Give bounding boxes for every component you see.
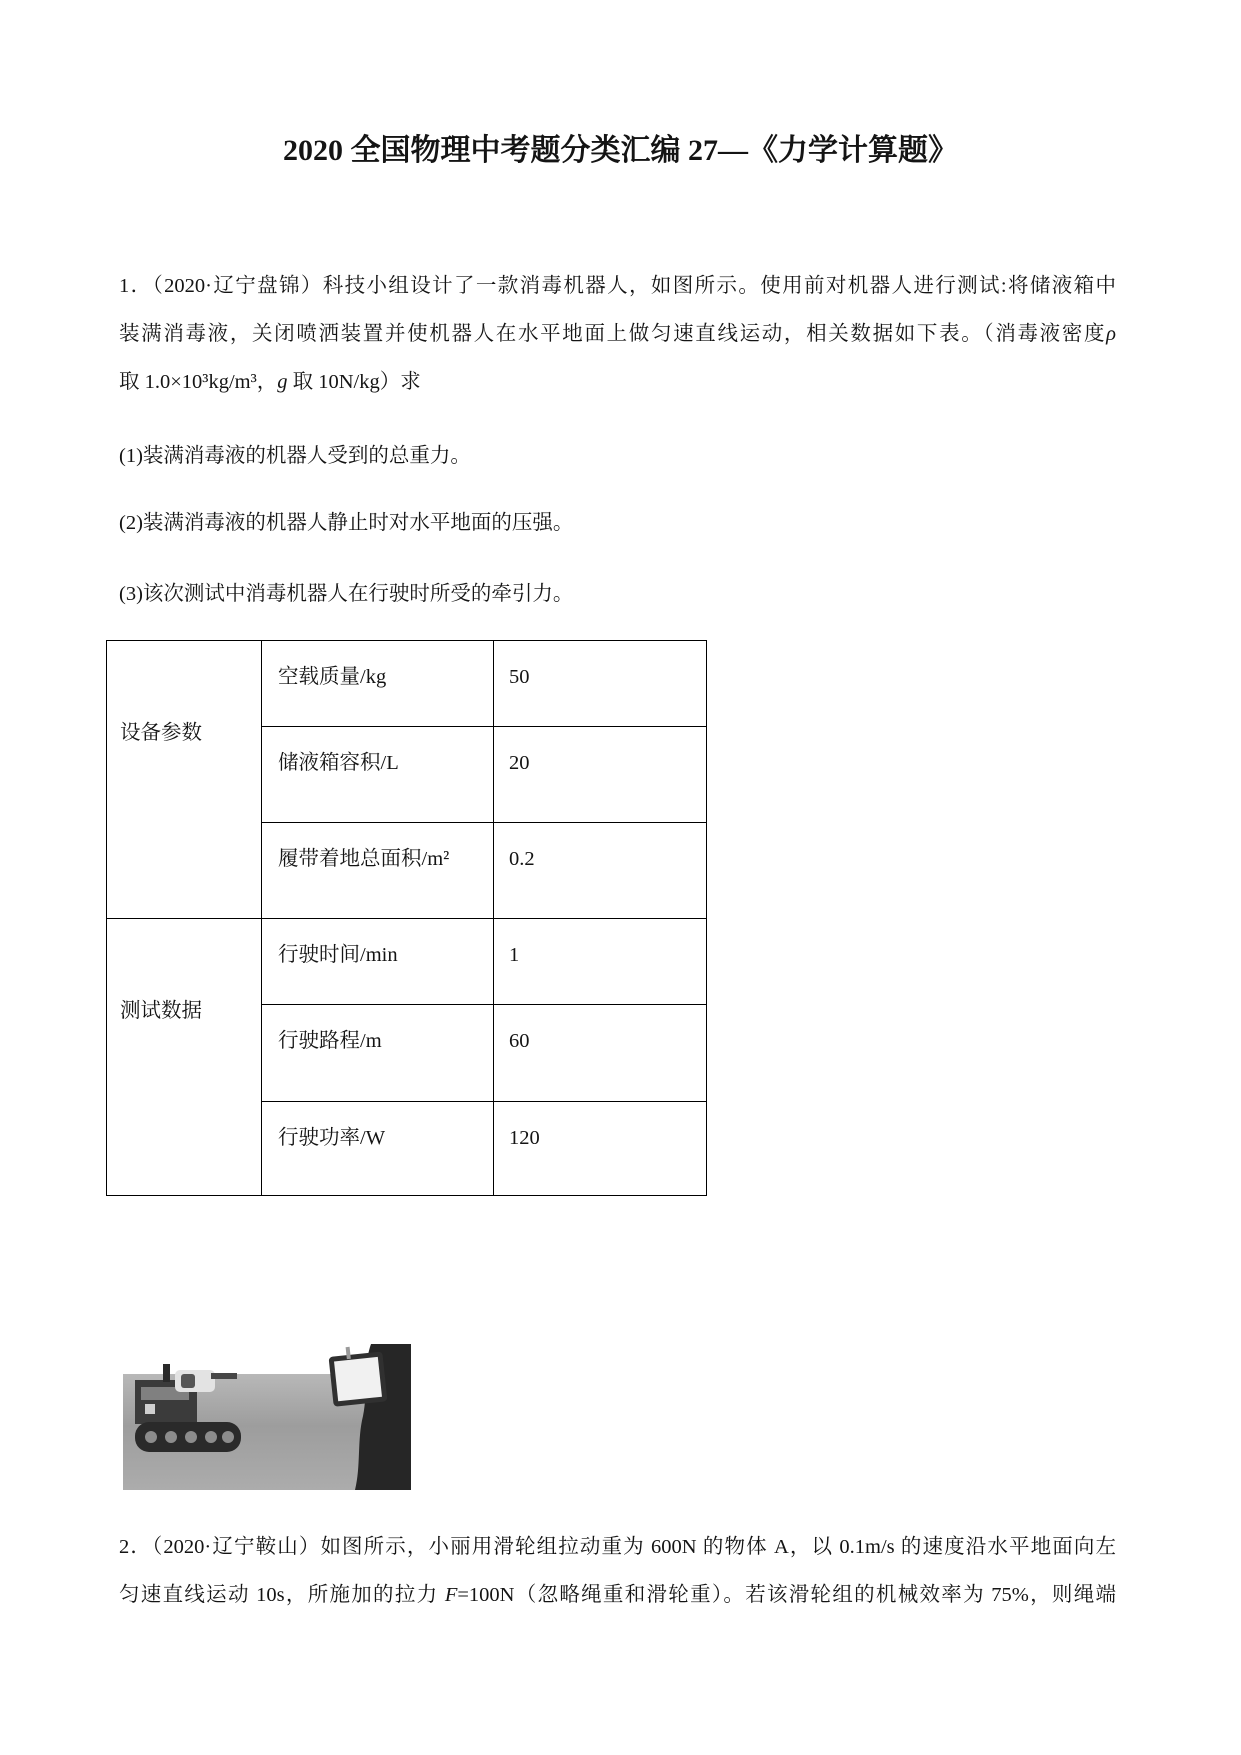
force-symbol: F xyxy=(444,1584,458,1606)
gravity-symbol: g xyxy=(277,371,288,393)
robot-photo xyxy=(123,1344,411,1490)
document-title: 2020 全国物理中考题分类汇编 27—《力学计算题》 xyxy=(283,134,958,167)
question1-line xyxy=(119,367,1116,397)
question1-text: 取 1.0×10³kg/m³， xyxy=(119,371,278,393)
parameter-value: 20 xyxy=(494,727,707,823)
parameter-value: 60 xyxy=(494,1005,707,1102)
question2-text: =100N（忽略绳重和滑轮重）。若该滑轮组的机械效率为 75%，则绳端 xyxy=(457,1584,1116,1606)
question1-text: 装满消毒液，关闭喷洒装置并使机器人在水平地面上做匀速直线运动，相关数据如下表。（消毒液密度 xyxy=(119,323,1107,345)
parameter-name: 行驶路程/m xyxy=(262,1005,494,1102)
table-row xyxy=(107,919,707,1005)
question2-text: 2．（2020·辽宁鞍山）如图所示，小丽用滑轮组拉动重为 600N 的物体 A，以 0.1m/s 的速度沿水平地面向左 xyxy=(119,1536,1116,1558)
parameter-name: 行驶时间/min xyxy=(262,919,494,1005)
question1-text: 1．（2020·辽宁盘锦）科技小组设计了一款消毒机器人，如图所示。使用前对机器人进行测试:将储液箱中 xyxy=(119,275,1116,297)
parameter-name: 行驶功率/W xyxy=(262,1102,494,1196)
parameter-value: 120 xyxy=(494,1102,707,1196)
parameter-value: 50 xyxy=(494,641,707,727)
group-label: 设备参数 xyxy=(107,641,262,919)
question2-line xyxy=(119,1532,1116,1562)
parameter-value: 1 xyxy=(494,919,707,1005)
sub-question-1: (1)装满消毒液的机器人受到的总重力。 xyxy=(119,445,471,467)
question1-line xyxy=(119,319,1116,349)
sub-question-3: (3)该次测试中消毒机器人在行驶时所受的牵引力。 xyxy=(119,583,574,605)
parameters-table xyxy=(106,640,707,1196)
question2-line xyxy=(119,1580,1116,1610)
parameter-name: 储液箱容积/L xyxy=(262,727,494,823)
parameter-name: 履带着地总面积/m² xyxy=(262,823,494,919)
robot-photo-graphic xyxy=(123,1344,411,1490)
density-symbol: ρ xyxy=(1106,323,1116,345)
question2-text: 匀速直线运动 10s，所施加的拉力 xyxy=(119,1584,445,1606)
question1-text: 取 10N/kg）求 xyxy=(287,371,421,393)
group-label: 测试数据 xyxy=(107,919,262,1196)
sub-question-2: (2)装满消毒液的机器人静止时对水平地面的压强。 xyxy=(119,512,574,534)
parameter-value: 0.2 xyxy=(494,823,707,919)
question1-line xyxy=(119,271,1116,301)
table-row xyxy=(107,641,707,727)
parameter-name: 空载质量/kg xyxy=(262,641,494,727)
